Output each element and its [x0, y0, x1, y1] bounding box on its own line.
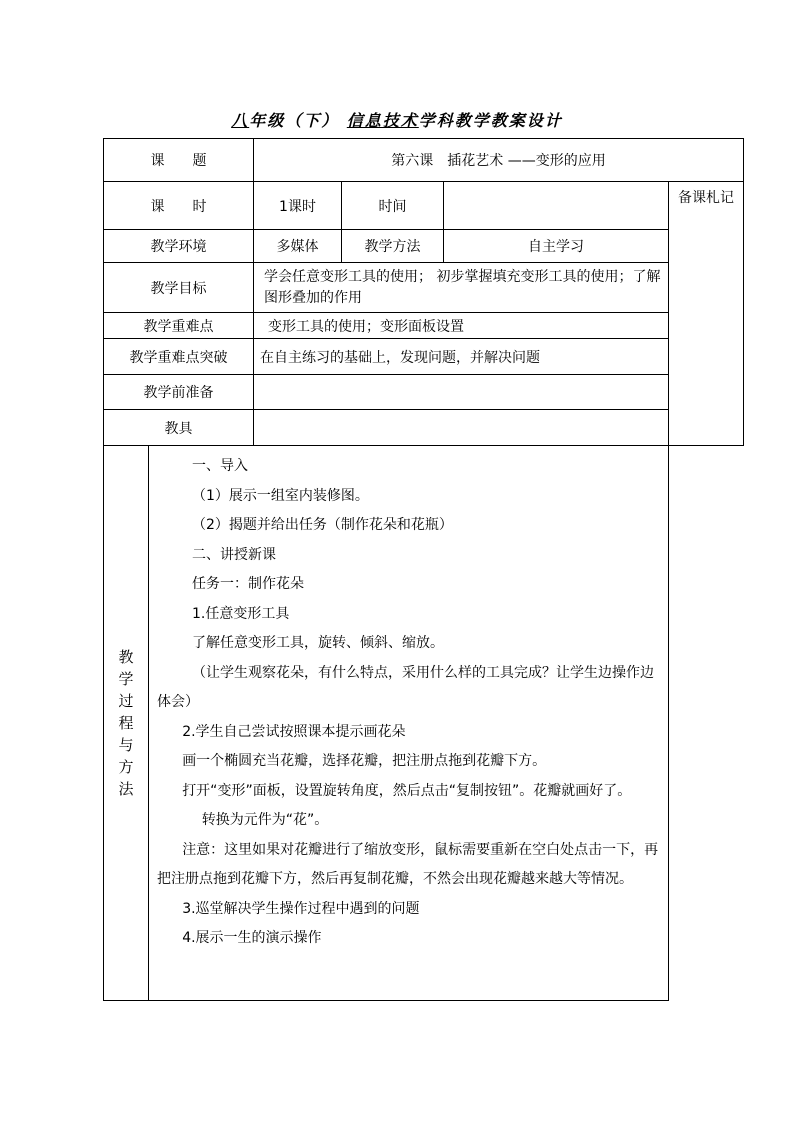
env-value: 多媒体	[254, 230, 342, 263]
process-line: 3.巡堂解决学生操作过程中遇到的问题	[182, 900, 420, 917]
time-label: 时间	[342, 182, 444, 230]
topic-value: 第六课 插花艺术 ——变形的应用	[254, 139, 744, 182]
row-preparation	[104, 375, 744, 410]
tools-label: 教具	[104, 410, 254, 446]
process-line: （2）揭题并给出任务（制作花朵和花瓶）	[192, 517, 453, 533]
breakthrough-label: 教学重难点突破	[104, 339, 254, 375]
process-line: 任务一：制作花朵	[192, 576, 304, 592]
process-label: 教 学 过 程 与 方 法	[104, 446, 149, 1001]
hours-label: 课 时	[104, 182, 254, 230]
document-title	[0, 108, 794, 131]
grade-suffix: 年级（下）	[249, 111, 340, 130]
topic-label: 课 题	[104, 139, 254, 182]
env-label: 教学环境	[104, 230, 254, 263]
row-tools	[104, 410, 744, 446]
row-goal	[104, 263, 744, 313]
process-line: 一、导入	[192, 458, 248, 474]
breakthrough-value: 在自主练习的基础上，发现问题，并解决问题	[254, 339, 669, 375]
process-line: 2.学生自己尝试按照课本提示画花朵	[182, 723, 406, 740]
method-label: 教学方法	[342, 230, 444, 263]
key-value: 变形工具的使用；变形面板设置	[254, 313, 669, 339]
prep-label: 教学前准备	[104, 375, 254, 410]
process-line: 注意：这里如果对花瓣进行了缩放变形，鼠标需要重新在空白处点击一下，再把注册点拖到花瓣下方，然后再复制花瓣，不然会出现花瓣越来越大等情况。	[157, 841, 659, 887]
process-line: 1.任意变形工具	[192, 605, 290, 622]
notes-column: 备课札记	[669, 182, 744, 446]
process-line: （1）展示一组室内装修图。	[192, 487, 369, 504]
hours-value: 1课时	[254, 182, 342, 230]
process-line: 了解任意变形工具，旋转、倾斜、缩放。	[192, 635, 444, 651]
row-breakthrough	[104, 339, 744, 375]
process-content	[149, 446, 669, 1001]
title-suffix: 学科教学教案设计	[418, 111, 563, 130]
process-line: 打开“变形”面板，设置旋转角度，然后点击“复制按钮”。花瓣就画好了。	[182, 782, 632, 799]
subject-field: 信息技术	[346, 111, 419, 130]
method-value: 自主学习	[444, 230, 669, 263]
row-topic	[104, 139, 744, 182]
process-line: 二、讲授新课	[192, 546, 276, 563]
process-line: （让学生观察花朵，有什么特点，采用什么样的工具完成？让学生边操作边体会）	[157, 664, 654, 710]
lesson-plan-table	[103, 138, 744, 1001]
grade-field: 八	[231, 111, 250, 130]
row-key-points	[104, 313, 744, 339]
process-line: 转换为元件为“花”。	[201, 812, 329, 828]
tools-value	[254, 410, 669, 446]
goal-value: 学会任意变形工具的使用； 初步掌握填充变形工具的使用；了解图形叠加的作用	[254, 263, 669, 313]
goal-label: 教学目标	[104, 263, 254, 313]
prep-value	[254, 375, 669, 410]
row-environment	[104, 230, 744, 263]
key-label: 教学重难点	[104, 313, 254, 339]
process-line: 4.展示一生的演示操作	[182, 930, 322, 946]
time-value	[444, 182, 669, 230]
row-hours	[104, 182, 744, 230]
process-line: 画一个椭圆充当花瓣，选择花瓣，把注册点拖到花瓣下方。	[182, 753, 547, 769]
row-process	[104, 446, 744, 1001]
